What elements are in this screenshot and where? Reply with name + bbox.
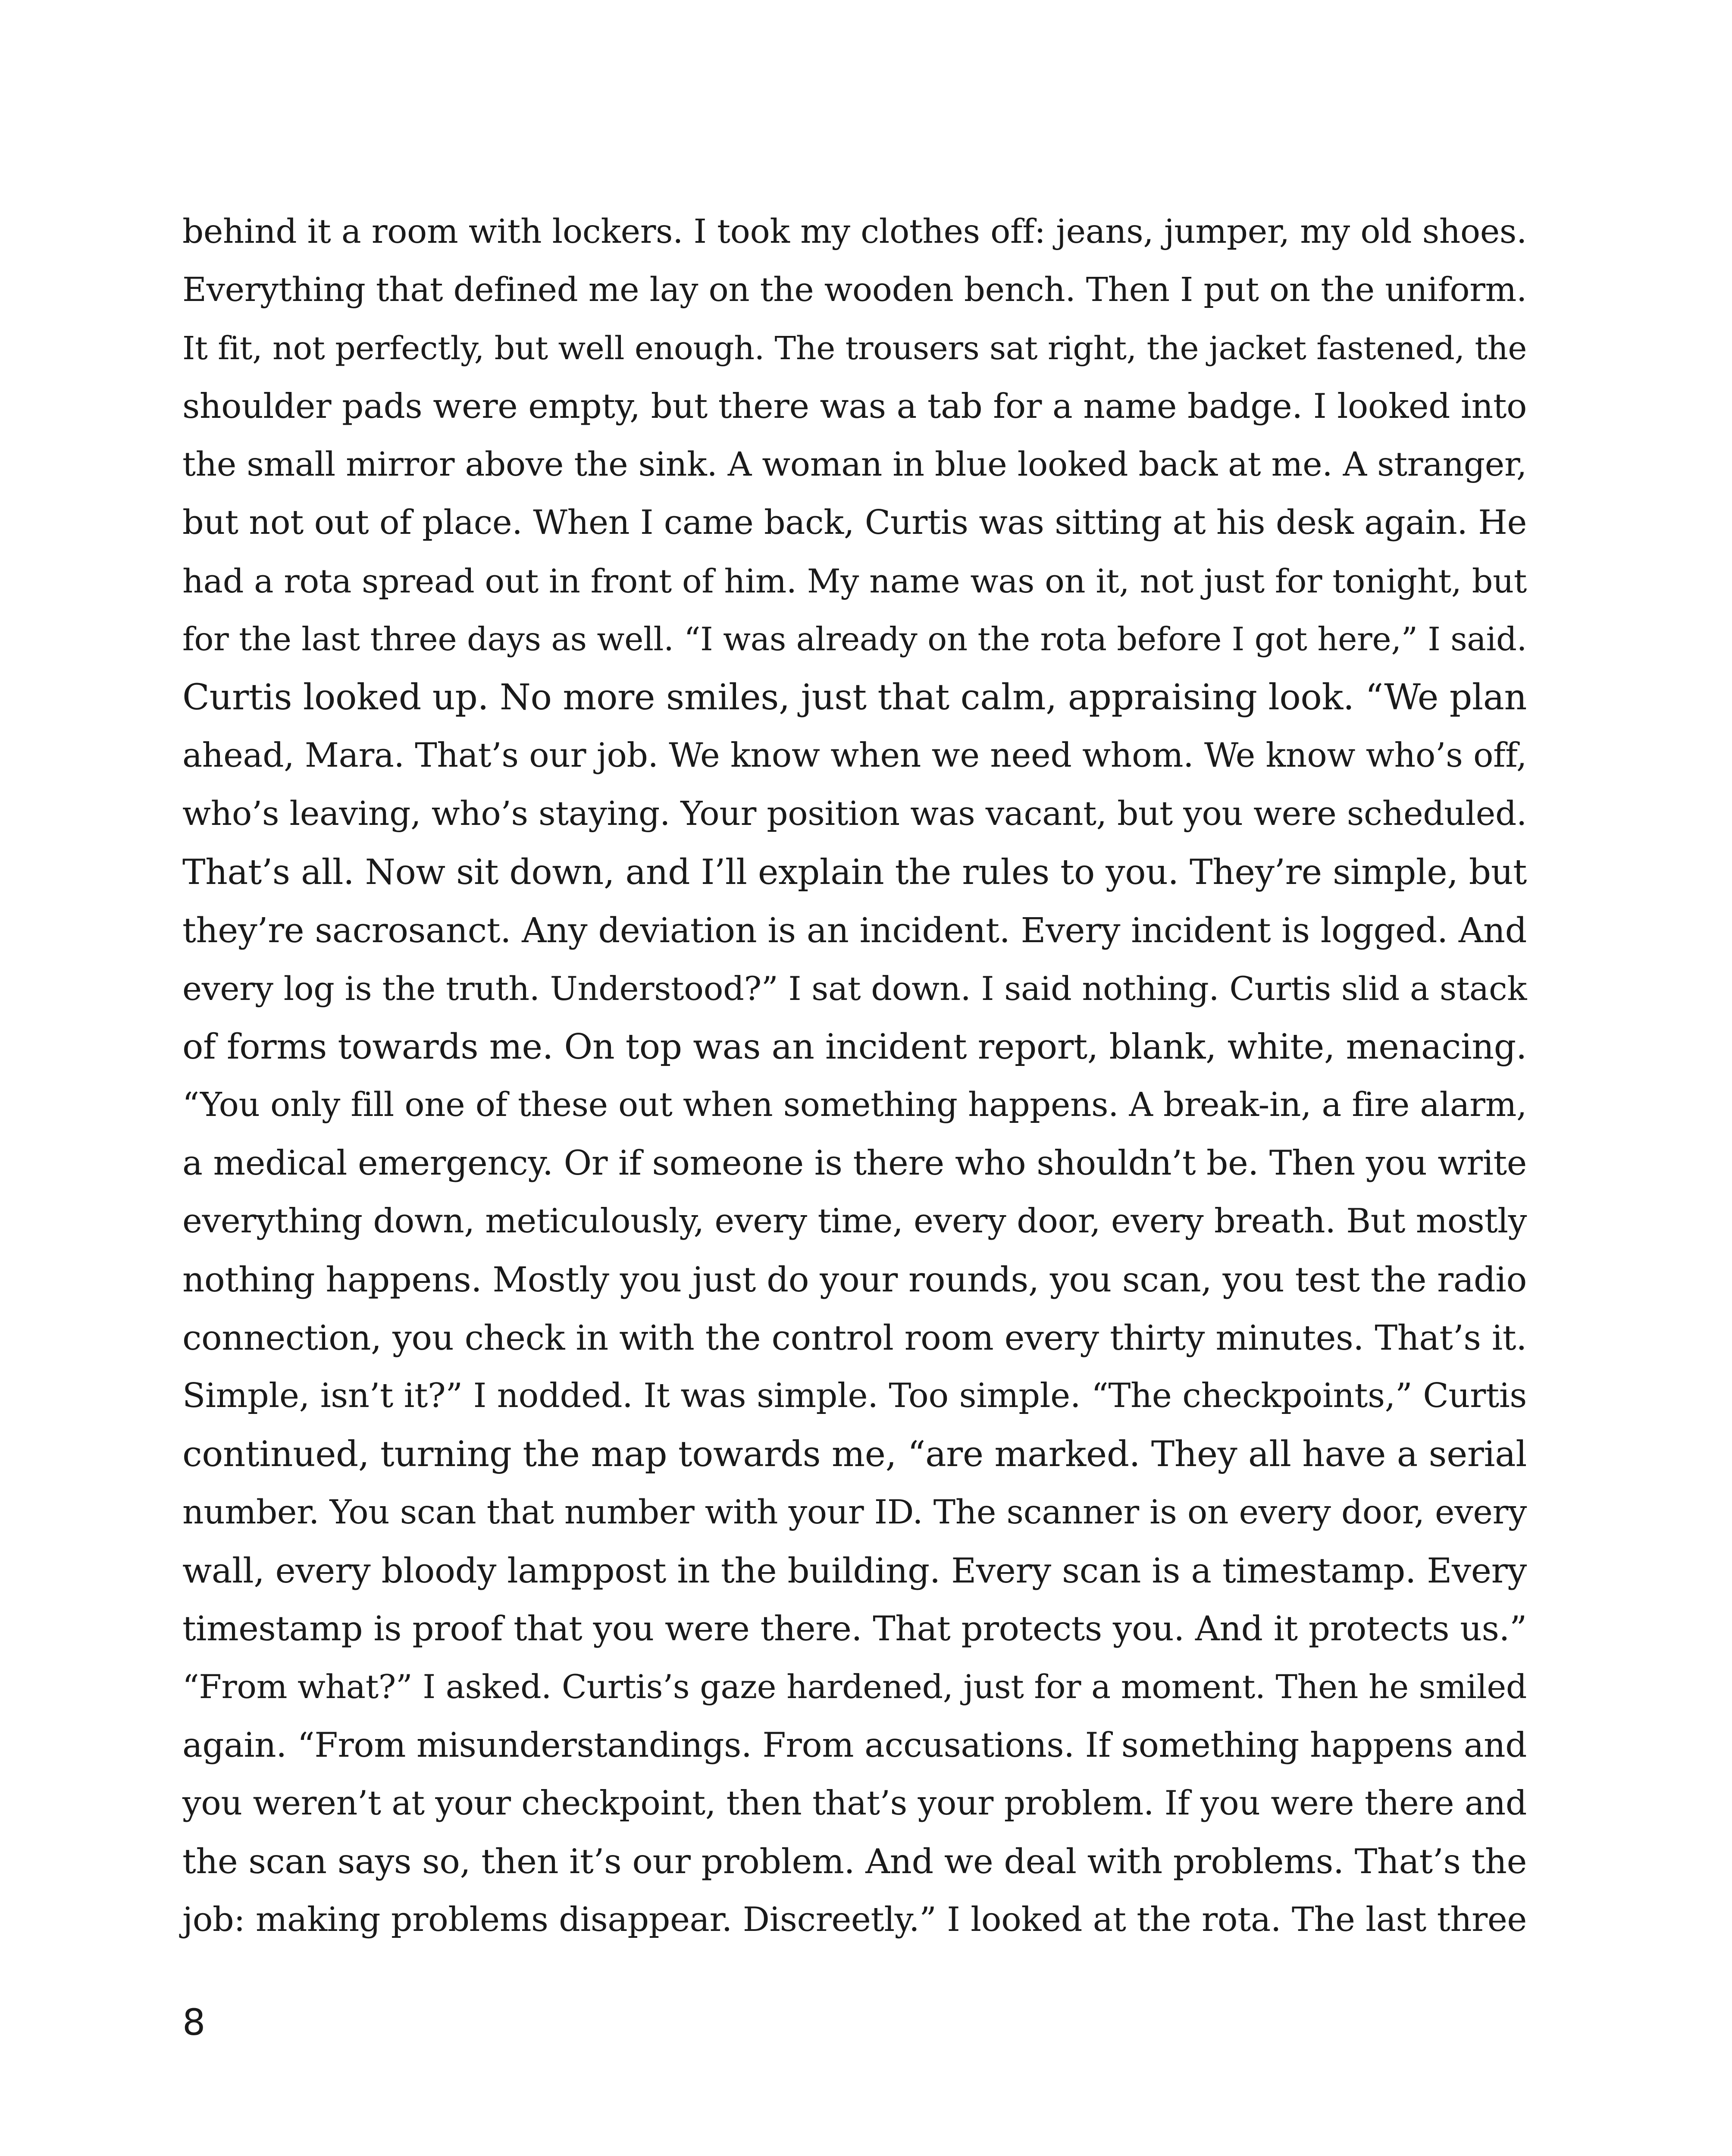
text-line: the scan says so, then it’s our problem. And we deal with problems. That’s the bbox=[182, 1842, 1527, 1881]
text-line: Simple, isn’t it?” I nodded. It was simple. Too simple. “The checkpoints,” Curtis bbox=[182, 1376, 1527, 1415]
text-line: Curtis looked up. No more smiles, just that calm, appraising look. “We plan bbox=[182, 677, 1527, 718]
text-line: behind it a room with lockers. I took my clothes off: jeans, jumper, my old shoes. bbox=[182, 213, 1527, 251]
text-line: Everything that defined me lay on the wooden bench. Then I put on the uniform. bbox=[182, 271, 1527, 309]
text-line: they’re sacrosanct. Any deviation is an incident. Every incident is logged. And bbox=[182, 910, 1527, 950]
text-line: number. You scan that number with your ID. The scanner is on every door, every bbox=[182, 1493, 1527, 1532]
text-line: the small mirror above the sink. A woman in blue looked back at me. A stranger, bbox=[182, 445, 1527, 484]
text-line: wall, every bloody lamppost in the building. Every scan is a timestamp. Every bbox=[182, 1551, 1527, 1591]
text-line: “You only fill one of these out when something happens. A break-in, a fire alarm, bbox=[182, 1086, 1527, 1124]
text-line: job: making problems disappear. Discreetly.” I looked at the rota. The last three bbox=[182, 1900, 1527, 1939]
text-line: you weren’t at your checkpoint, then that’s your problem. If you were there and bbox=[182, 1784, 1527, 1823]
text-line: connection, you check in with the control room every thirty minutes. That’s it. bbox=[182, 1318, 1527, 1358]
text-line: of forms towards me. On top was an incident report, blank, white, menacing. bbox=[182, 1026, 1527, 1067]
text-line: That’s all. Now sit down, and I’ll explain the rules to you. They’re simple, but bbox=[182, 852, 1527, 892]
text-line: a medical emergency. Or if someone is there who shouldn’t be. Then you write bbox=[182, 1143, 1527, 1183]
text-line: “From what?” I asked. Curtis’s gaze hardened, just for a moment. Then he smiled bbox=[182, 1668, 1527, 1706]
text-line: timestamp is proof that you were there. That protects you. And it protects us.” bbox=[182, 1609, 1527, 1648]
text-line: who’s leaving, who’s staying. Your position was vacant, but you were scheduled. bbox=[182, 794, 1527, 833]
text-line: ahead, Mara. That’s our job. We know when we need whom. We know who’s off, bbox=[182, 736, 1527, 775]
text-line: for the last three days as well. “I was already on the rota before I got here,” I said. bbox=[182, 620, 1527, 658]
text-line: It fit, not perfectly, but well enough. The trousers sat right, the jacket fastened, the bbox=[182, 329, 1527, 367]
text-line: had a rota spread out in front of him. My name was on it, not just for tonight, but bbox=[182, 562, 1527, 600]
text-line: nothing happens. Mostly you just do your rounds, you scan, you test the radio bbox=[182, 1260, 1527, 1300]
text-line: but not out of place. When I came back, Curtis was sitting at his desk again. He bbox=[182, 503, 1527, 542]
text-line: everything down, meticulously, every time, every door, every breath. But mostly bbox=[182, 1202, 1527, 1241]
text-line: shoulder pads were empty, but there was a tab for a name badge. I looked into bbox=[182, 386, 1527, 426]
text-line: continued, turning the map towards me, “are marked. They all have a serial bbox=[182, 1434, 1527, 1475]
text-line: again. “From misunderstandings. From accusations. If something happens and bbox=[182, 1726, 1527, 1765]
text-line: every log is the truth. Understood?” I sat down. I said nothing. Curtis slid a stack bbox=[182, 969, 1527, 1008]
page-number: 8 bbox=[182, 2001, 206, 2043]
